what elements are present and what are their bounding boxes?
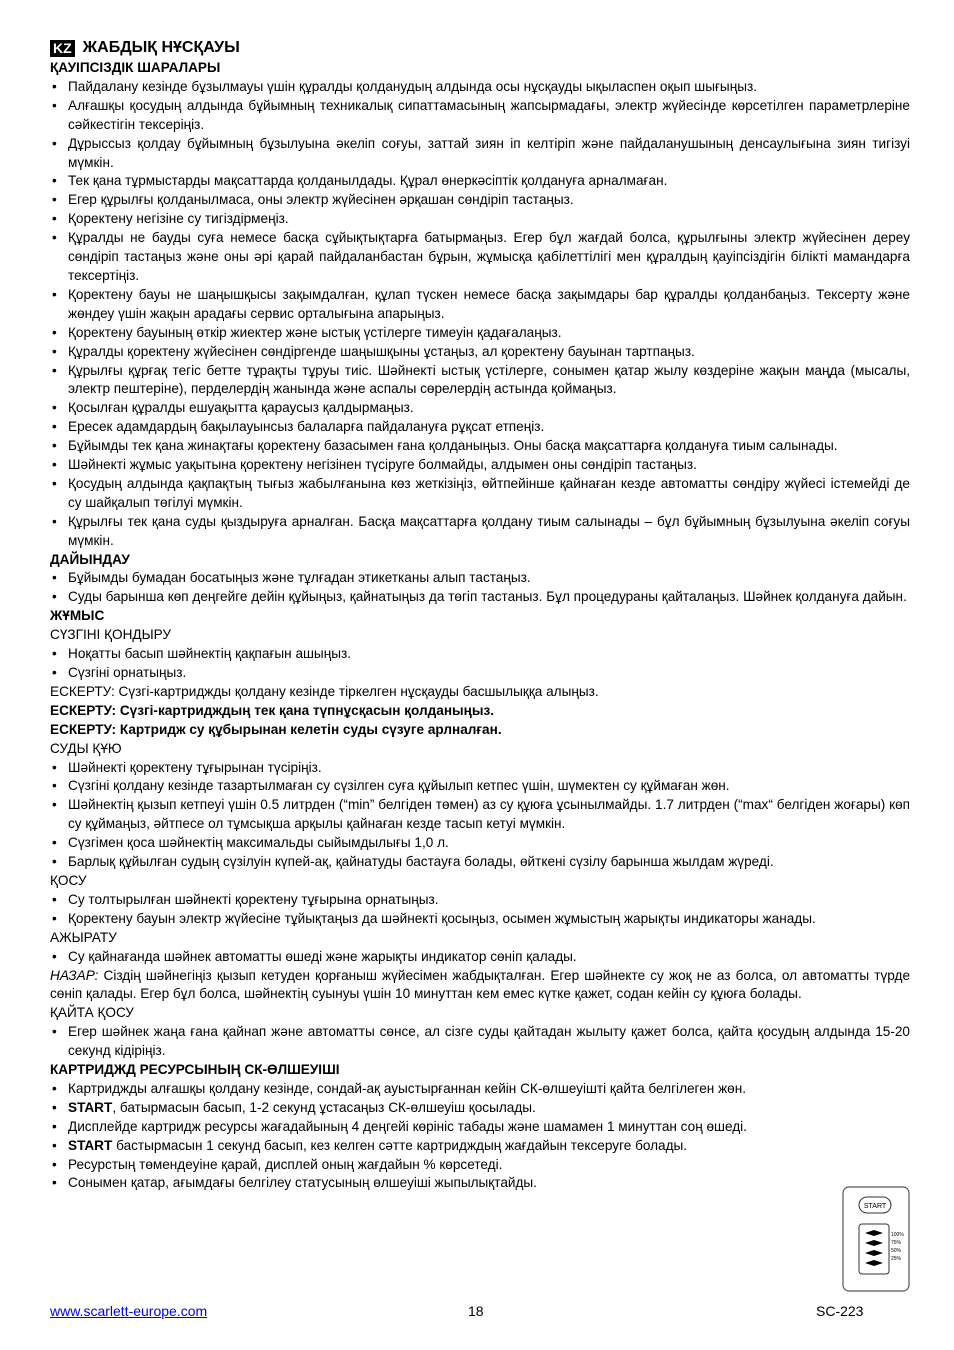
list-item: • Дұрыссыз қолдау бұйымның бұзылуына әкеліп соғуы, заттай зиян іп келтіріп және пайдаланушының денсаулығына зиян тигізуі мүмкін. — [50, 135, 910, 173]
note-filter-instructions: ЕСКЕРТУ: Сүзгі-картриджды қолдану кезінде тіркелген нұсқауды басшылыққа алыңыз. — [50, 683, 599, 699]
attention-label: НАЗАР: — [50, 967, 99, 983]
list-item-text: , батырмасын басып, 1-2 секунд ұстасаңыз СК-өлшеуіш қосылады. — [112, 1099, 536, 1115]
level-label: 50% — [891, 1248, 902, 1254]
level-label: 100% — [891, 1232, 904, 1238]
pour-water-subheading: СУДЫ ҚҰЮ — [50, 740, 122, 756]
pour-water-list — [50, 759, 910, 872]
work-heading: ЖҰМЫС — [50, 608, 105, 624]
list-item: • Алғашқы қосудың алдында бұйымның техникалық сипаттамасының жапсырмадағы, электр жүйесінде көрсетілген параметрлеріне сәйкестігін тексеріңіз. — [50, 97, 910, 135]
list-item: • Пайдалану кезінде бұзылмауы үшін құралды қолданудың алдында осы нұсқауды ықыласпен оқып шығыңыз. — [50, 78, 910, 97]
list-item: • Шәйнекті жұмыс уақытына қоректену негізінен түсіруге болмайды, алдымен оны сөндіріп тастаңыз. — [50, 456, 910, 475]
safety-list — [50, 78, 910, 551]
list-item: • Қосудың алдында қақпақтың тығыз жабылғанына көз жеткізіңіз, өйтпейінше қайнаған кезде автоматты сөндіру жүйесі істемейді де су шайқалып төгілуі мүмкін. — [50, 475, 910, 513]
list-item: • Шәйнектің қызып кетпеуі үшін 0.5 литрден (“min” белгіден төмен) аз су құюға ұсынылмайды. 1.7 литрден (“max“ белгіден жоғары) көп су құймаңыз, әйтпесе ол тұмсықша арқылы қайнаған кезде тасып кетуі мүмкін. — [50, 796, 910, 834]
note-original-filter: ЕСКЕРТУ: Сүзгі-картридждың тек қана түпнұсқасын қолданыңыз. — [50, 702, 495, 718]
list-item: • Егер құрылғы қолданылмаса, оны электр жүйесінен әрқашан сөндіріп тастаңыз. — [50, 191, 910, 210]
start-keyword: START — [68, 1137, 113, 1153]
note-tap-water: ЕСКЕРТУ: Картридж су құбырынан келетін суды сүзуге арлналған. — [50, 721, 502, 737]
list-item: • Құрылғы тек қана суды қыздыруға арналған. Басқа мақсаттарға қолдану тиым салынады – бұл бұйымның бұзылуына әкеліп соғуы мүмкін. — [50, 513, 910, 551]
page-footer — [50, 1303, 910, 1323]
list-item: • Қоректену бауының өткір жиектер және ыстық үстілерге тимеуін қадағалаңыз. — [50, 324, 910, 343]
preparation-list — [50, 569, 910, 607]
list-item: • Қосылған құралды ешуақытта қараусыз қалдырмаңыз. — [50, 399, 910, 418]
cartridge-meter-illustration — [842, 1186, 910, 1292]
cartridge-list — [50, 1080, 910, 1193]
preparation-heading: ДАЙЫНДАУ — [50, 551, 130, 567]
level-label: 25% — [891, 1256, 902, 1262]
reswitch-subheading: ҚАЙТА ҚОСУ — [50, 1005, 134, 1021]
page-number: 18 — [468, 1303, 484, 1319]
language-badge: KZ — [50, 40, 75, 57]
filter-install-list — [50, 645, 910, 683]
level-label: 75% — [891, 1240, 902, 1246]
switch-on-list — [50, 891, 910, 929]
list-item: • Сүзгімен қоса шәйнектің максимальды сыйымдылығы 1,0 л. — [50, 834, 910, 853]
start-button-label: START — [863, 1203, 887, 1210]
attention-text: Сіздің шәйнегіңіз қызып кетуден қорғаныш жүйесімен жабдықталған. Егер шәйнекте су жоқ не аз болса, ол автоматты түрде сөніп қалады. Егер бұл болса, шәйнектің суынуы үшін 10 минуттан кем емес күтке қажет, содан кейін су құюға болады. — [50, 967, 910, 1002]
cartridge-heading: КАРТРИДЖД РЕСУРСЫНЫҢ СК-ӨЛШЕУІШІ — [50, 1062, 340, 1078]
list-item: • Ересек адамдардың бақылауынсыз балаларға пайдалануға рұқсат етпеңіз. — [50, 418, 910, 437]
document-title: ЖАБДЫҚ НҰСҚАУЫ — [82, 39, 240, 56]
list-item — [50, 1137, 910, 1156]
list-item: • Қоректену негізіне су тигіздірмеңіз. — [50, 210, 910, 229]
list-item: • Сүзгіні қолдану кезінде тазартылмаған су сүзілген суға құйылып кетпес үшін, шүмектен су құймаған жөн. — [50, 777, 910, 796]
list-item: • Дисплейде картридж ресурсы жағадайының 4 деңгейі көрініс табады және шамамен 1 минуттан соң өшеді. — [50, 1118, 910, 1137]
list-item-text: бастырмасын 1 секунд басып, кез келген сәтте картридждың жағдайын тексеруге болады. — [112, 1137, 688, 1153]
list-item: • Суды барынша көп деңгейге дейін құйыңыз, қайнатыңыз да төгіп тастаныз. Бұл процедураны қайталаңыз. Шәйнек қолдануға дайын. — [50, 588, 910, 607]
list-item: • Ресурстың төмендеуіне қарай, дисплей оның жағдайын % көрсетеді. — [50, 1156, 910, 1175]
list-item — [50, 1099, 910, 1118]
list-item: • Су қайнағанда шәйнек автоматты өшеді және жарықты индикатор сөніп қалады. — [50, 948, 910, 967]
list-item: • Қоректену бауын электр жүйесіне тұйықтаңыз да шәйнекті қосыңыз, осымен жұмыстың жарықты индикаторы жанады. — [50, 910, 910, 929]
list-item: • Егер шәйнек жаңа ғана қайнап және автоматты сөнсе, ал сізге суды қайтадан жылыту қажет болса, қайта қосудың алдында 15-20 секунд кідіріңіз. — [50, 1023, 910, 1061]
list-item: • Бұйымды тек қана жинақтағы қоректену базасымен ғана қолданыңыз. Оны басқа мақсаттарға қолдануға тиым салынады. — [50, 437, 910, 456]
document-title-row — [50, 38, 910, 58]
document-body — [50, 38, 910, 1193]
list-item: • Барлық құйылған судың сүзілуін күпей-ақ, қайнатуды бастауға болады, өйткені сүзілу барынша жылдам жүреді. — [50, 853, 910, 872]
list-item: • Қоректену бауы не шаңышқысы зақымдалған, құлап түскен немесе басқа зақымдары бар құралды қолданбаңыз. Тексерту және жөндеу үшін жақын арадағы сервис орталығына апарыңыз. — [50, 286, 910, 324]
list-item: • Сонымен қатар, ағымдағы белгілеу статусының өлшеуіші жыпылықтайды. — [50, 1174, 910, 1193]
list-item: • Құралды не бауды суға немесе басқа сұйықтықтарға батырмаңыз. Егер бұл жағдай болса, құрылғыны электр жүйесінен дереу сөндіріп тастаңыз және оны әрі қарай пайдаланбастан бұрын, жұмысқа қабілеттілігі мен құралдың қауіпсіздігін білікті мамандарға тексертіңіз. — [50, 229, 910, 286]
start-keyword: START — [68, 1099, 113, 1115]
safety-heading: ҚАУІПСІЗДІК ШАРАЛАРЫ — [50, 60, 221, 75]
list-item: • Құралды қоректену жүйесінен сөндіргенде шаңышқыны ұстаңыз, ал қоректену бауынан тартпаңыз. — [50, 343, 910, 362]
list-item: • Сүзгіні орнатыңыз. — [50, 664, 910, 683]
model-number: SC-223 — [816, 1303, 864, 1319]
list-item: • Шәйнекті қоректену тұғырынан түсіріңіз. — [50, 759, 910, 778]
website-link[interactable]: www.scarlett-europe.com — [50, 1303, 208, 1319]
list-item: • Су толтырылған шәйнекті қоректену тұғырына орнатыңыз. — [50, 891, 910, 910]
list-item: • Тек қана тұрмыстарды мақсаттарда қолданылдады. Құрал өнеркәсіптік қолдануға арналмаған. — [50, 172, 910, 191]
list-item: • Құрылғы құрғақ тегіс бетте тұрақты тұруы тиіс. Шәйнекті ыстық үстілерге, сонымен қатар жылу көздеріне жақын маңда (мысалы, электр пештеріне), перделердің жанында және аспалы сөрелердің астында қоймаңыз. — [50, 362, 910, 400]
attention-paragraph — [50, 967, 910, 1005]
list-item: • Картриджды алғашқы қолдану кезінде, сондай-ақ ауыстырғаннан кейін СК-өлшеуішті қайта белгілеген жөн. — [50, 1080, 910, 1099]
switch-on-subheading: ҚОСУ — [50, 872, 87, 888]
list-item: • Бұйымды бумадан босатыңыз және тұлғадан этикетканы алып тастаңыз. — [50, 569, 910, 588]
reswitch-list — [50, 1023, 910, 1061]
list-item: • Ноқатты басып шәйнектің қақпағын ашыңыз. — [50, 645, 910, 664]
switch-off-subheading: АЖЫРАТУ — [50, 929, 117, 945]
switch-off-list — [50, 948, 910, 967]
filter-install-subheading: СҮЗГІНІ ҚОНДЫРУ — [50, 627, 172, 643]
